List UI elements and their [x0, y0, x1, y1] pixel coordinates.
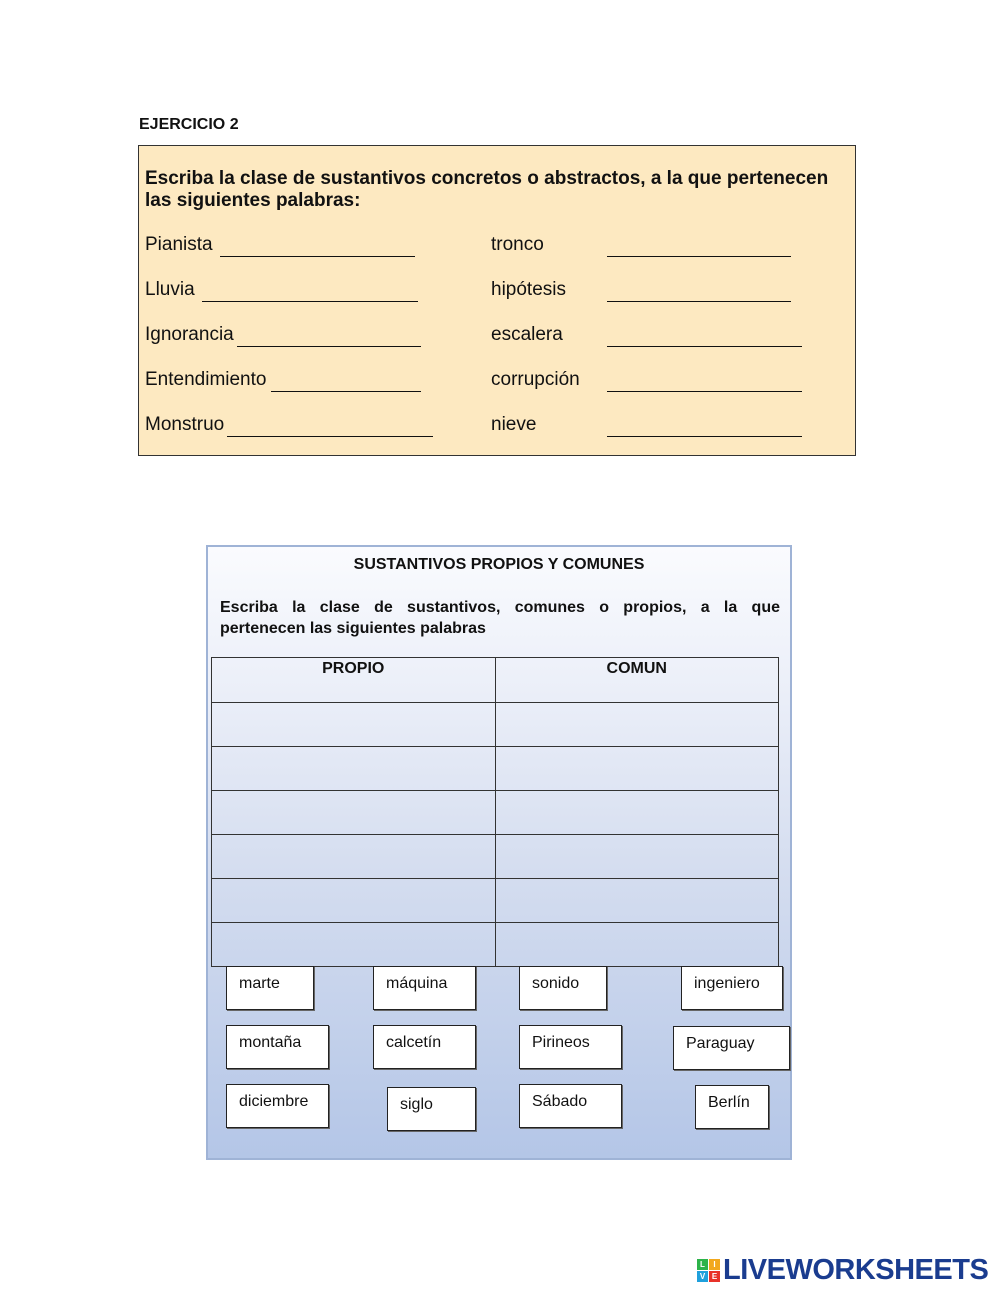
word-chip[interactable]: Sábado: [519, 1084, 622, 1128]
drop-cell-propio[interactable]: [212, 791, 496, 835]
sorting-table: [211, 657, 779, 967]
word-chip[interactable]: ingeniero: [681, 966, 783, 1010]
drop-cell-propio[interactable]: [212, 879, 496, 923]
word-right: hipótesis: [491, 279, 566, 300]
word-chip[interactable]: diciembre: [226, 1084, 329, 1128]
word-left: Ignorancia: [145, 324, 234, 345]
logo-mark-letter: V: [697, 1271, 708, 1282]
answer-blank[interactable]: [227, 436, 433, 437]
panel-title: SUSTANTIVOS PROPIOS Y COMUNES: [353, 556, 645, 573]
word-right: corrupción: [491, 369, 580, 390]
column-header-propio: PROPIO: [212, 658, 496, 703]
answer-blank[interactable]: [202, 301, 418, 302]
logo-mark-letter: E: [709, 1271, 720, 1282]
drop-cell-propio[interactable]: [212, 747, 496, 791]
panel-instruction-line2: pertenecen las siguientes palabras: [220, 620, 486, 637]
answer-blank[interactable]: [237, 346, 421, 347]
drop-cell-comun[interactable]: [495, 835, 779, 879]
word-left: Pianista: [145, 234, 213, 255]
word-left: Monstruo: [145, 414, 225, 435]
column-header-comun: COMUN: [495, 658, 779, 703]
drop-cell-propio[interactable]: [212, 923, 496, 967]
drop-cell-comun[interactable]: [495, 703, 779, 747]
drop-cell-comun[interactable]: [495, 879, 779, 923]
word-chip[interactable]: Paraguay: [673, 1026, 790, 1070]
word-left: Lluvia: [145, 279, 195, 300]
answer-blank[interactable]: [607, 256, 791, 257]
drop-cell-propio[interactable]: [212, 835, 496, 879]
exercise-title: EJERCICIO 2: [139, 116, 239, 133]
drop-cell-comun[interactable]: [495, 923, 779, 967]
drop-cell-comun[interactable]: [495, 791, 779, 835]
word-chip[interactable]: Berlín: [695, 1085, 769, 1129]
answer-blank[interactable]: [607, 436, 802, 437]
word-right: nieve: [491, 414, 537, 435]
logo-mark-letter: I: [709, 1259, 720, 1270]
exercise-box: [138, 145, 856, 456]
word-right: escalera: [491, 324, 563, 345]
word-chip[interactable]: sonido: [519, 966, 607, 1010]
word-chip[interactable]: marte: [226, 966, 314, 1010]
exercise-instruction: Escriba la clase de sustantivos concretos o abstractos, a la que pertenecen las siguientes palabras:: [145, 168, 829, 211]
answer-blank[interactable]: [607, 301, 791, 302]
answer-blank[interactable]: [607, 391, 802, 392]
panel-instruction-line1: Escriba la clase de sustantivos, comunes o propios, a la que: [220, 599, 780, 616]
word-chip[interactable]: montaña: [226, 1025, 329, 1069]
logo-text: LIVEWORKSHEETS: [723, 1253, 989, 1286]
word-chip[interactable]: máquina: [373, 966, 476, 1010]
liveworksheets-logo: [697, 1255, 988, 1285]
word-chip[interactable]: siglo: [387, 1087, 476, 1131]
word-right: tronco: [491, 234, 544, 255]
word-chip[interactable]: Pirineos: [519, 1025, 622, 1069]
answer-blank[interactable]: [220, 256, 415, 257]
logo-mark-icon: [697, 1259, 720, 1282]
word-chip[interactable]: calcetín: [373, 1025, 476, 1069]
answer-blank[interactable]: [607, 346, 802, 347]
answer-blank[interactable]: [271, 391, 421, 392]
word-left: Entendimiento: [145, 369, 267, 390]
drop-cell-propio[interactable]: [212, 703, 496, 747]
drop-cell-comun[interactable]: [495, 747, 779, 791]
logo-mark-letter: L: [697, 1259, 708, 1270]
